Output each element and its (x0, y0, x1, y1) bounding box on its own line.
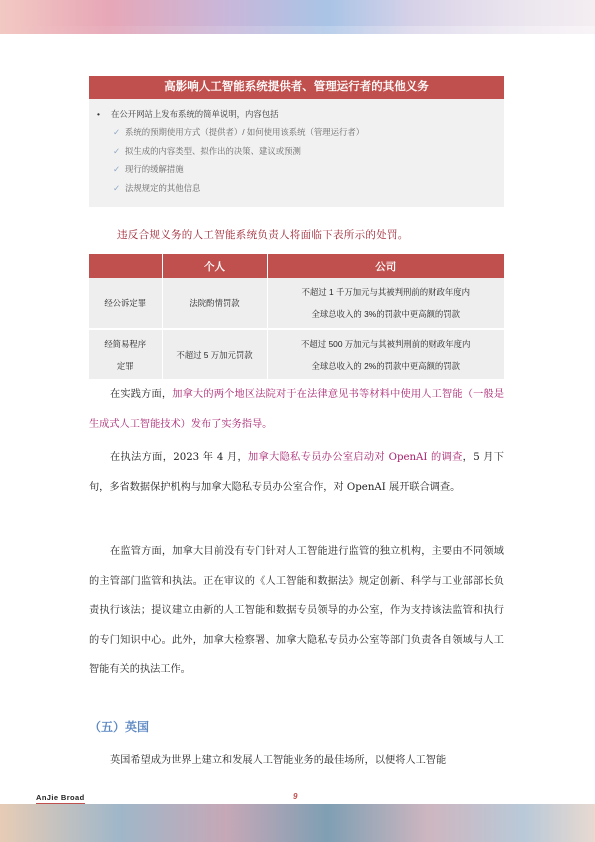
check-icon: ✓ (113, 145, 121, 156)
company-penalty-line: 全球总收入的 2%的罚款中更高额的罚款 (311, 360, 460, 371)
obligations-title: 高影响人工智能系统提供者、管理运行者的其他义务 (89, 76, 504, 99)
company-penalty-line: 全球总收入的 3%的罚款中更高额的罚款 (311, 309, 460, 319)
obligation-item (113, 142, 504, 161)
obligations-lead (97, 105, 504, 123)
page-number: 9 (293, 792, 298, 801)
check-icon: ✓ (113, 127, 121, 137)
row-label-line: 经简易程序 (104, 338, 147, 349)
highlighted-text: 加拿大隐私专员办公室启动对 OpenAI 的调查 (248, 452, 463, 463)
penalty-intro: 违反合规义务的人工智能系统负责人将面临下表所示的处罚。 (117, 229, 409, 241)
obligations-lead-text: 在公开网站上发布系统的简单说明，内容包括 (111, 109, 279, 119)
obligation-item-text: 法规规定的其他信息 (125, 182, 201, 193)
paragraph-enforcement (89, 443, 504, 502)
paragraph-text: ，5 月下旬，多省数据保护机构与加拿大隐私专员办公室合作，对 OpenAI 展开联合调查。 (89, 452, 504, 493)
paragraph-regulation: 在监管方面，加拿大目前没有专门针对人工智能进行监管的独立机构，主要由不同领域的主管部门监管和执法。正在审议的《人工智能和数据法》规定创新、科学与工业部部长负责执行该法；提议建立由新的人工智能和数据专员领导的办公室，作为支持该法监管和执行的专门知识中心。此外，加拿大检察署、加拿大隐私专员办公室等部门负责各自领域与人工智能有关的执法工作。 (89, 546, 504, 675)
penalty-header-company: 公司 (267, 254, 504, 278)
paragraph-text: 在执法方面，2023 年 4 月， (110, 452, 249, 463)
company-penalty (267, 329, 504, 380)
company-penalty-line: 不超过 500 万加元与其被判刑前的财政年度内 (301, 338, 471, 349)
obligation-item-text: 系统的预期使用方式（提供者）/ 如何使用该系统（管理运行者） (125, 127, 365, 137)
logo: AnJie Broad (36, 793, 85, 802)
individual-penalty: 不超过 5 万加元罚款 (162, 329, 267, 380)
obligation-item-text: 现行的缓解措施 (125, 164, 184, 174)
company-penalty-line: 不超过 1 千万加元与其被判刑前的财政年度内 (301, 287, 470, 297)
obligations-body (89, 99, 504, 197)
row-label (89, 329, 162, 380)
highlighted-text: 加拿大的两个地区法院对于在法律意见书等材料中使用人工智能（一般是生成式人工智能技术）发布了实务指导。 (89, 389, 505, 430)
obligation-item (113, 123, 504, 142)
obligation-item-text: 拟生成的内容类型、拟作出的决策、建议或预测 (125, 145, 301, 156)
penalty-header-blank (89, 254, 162, 278)
obligation-item (113, 160, 504, 179)
top-decorative-band (0, 0, 595, 34)
company-penalty (267, 278, 504, 329)
bullet-icon: • (97, 109, 100, 119)
paragraph-text: 在实践方面， (110, 389, 173, 400)
obligations-box (89, 76, 504, 207)
obligation-item (113, 179, 504, 198)
row-label: 经公诉定罪 (89, 278, 162, 329)
check-icon: ✓ (113, 164, 121, 174)
penalty-header-individual: 个人 (162, 254, 267, 278)
section-heading: （五）英国 (89, 720, 150, 734)
check-icon: ✓ (113, 182, 121, 193)
individual-penalty: 法院酌情罚款 (162, 278, 267, 329)
table-row (89, 278, 504, 329)
table-row (89, 329, 504, 380)
paragraph-uk: 英国希望成为世界上建立和发展人工智能业务的最佳场所，以便将人工智能 (110, 755, 447, 766)
penalty-table-header-row (89, 254, 504, 278)
row-label-line: 定罪 (116, 360, 134, 371)
penalty-table (89, 254, 504, 381)
bottom-decorative-band (0, 804, 595, 842)
paragraph-practice (89, 380, 504, 439)
